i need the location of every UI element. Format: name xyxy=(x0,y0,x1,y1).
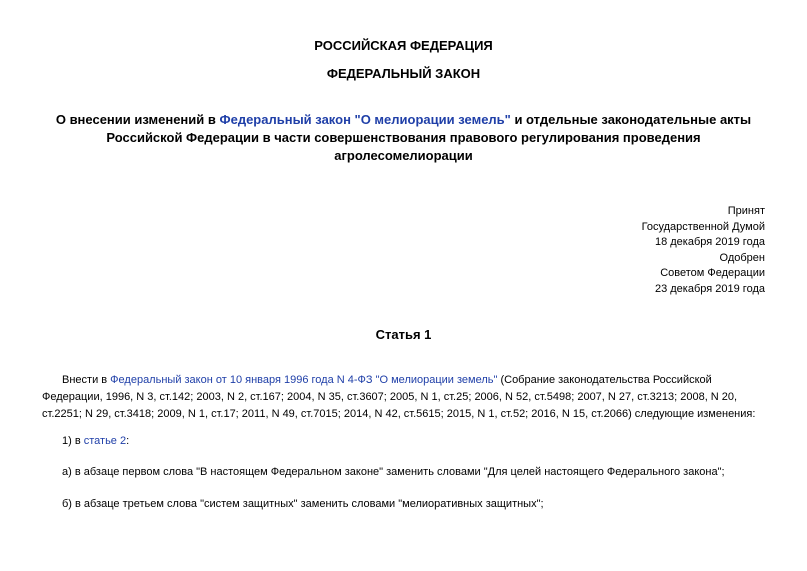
article-intro-paragraph xyxy=(42,372,770,423)
document-type-heading: ФЕДЕРАЛЬНЫЙ ЗАКОН xyxy=(326,66,481,81)
law-title xyxy=(40,111,767,165)
law-title-suffix: и отдельные законодательные акты Российской Федерации в части совершенствования правового регулирования проведения агролесомелиорации xyxy=(106,112,752,163)
law-title-link[interactable]: Федеральный закон "О мелиорации земель" xyxy=(219,112,511,127)
item-1-prefix: 1) в xyxy=(62,435,84,447)
adoption-line: Государственной Думой xyxy=(641,220,765,233)
intro-suffix: (Собрание законодательства Российской Федерации, 1996, N 3, ст.142; 2003, N 2, ст.167; 2004, N 35, ст.3607; 2005, N 1, ст.25; 2006, N 52, ст.5498; 2007, N 27, ст.3213; 2008, N 20, ст.2251; N 29, ст.3418; 2009, N 1, ст.17; 2011, N 49, ст.7015; 2014, N 42, ст.5615; 2015, N 1, ст.52; 2016, N 15, ст.2066) следующие изменения: xyxy=(42,374,756,420)
adoption-line: Принят xyxy=(727,205,765,217)
item-b-paragraph: б) в абзаце третьем слова "систем защитных" заменить словами "мелиоративных защитных"; xyxy=(62,498,544,510)
adoption-line: Советом Федерации xyxy=(660,267,765,280)
adoption-line: 23 декабря 2019 года xyxy=(654,282,765,295)
adoption-line: Одобрен xyxy=(719,251,765,264)
article-heading: Статья 1 xyxy=(375,327,432,342)
item-a-paragraph: а) в абзаце первом слова "В настоящем Федеральном законе" заменить словами "Для целей настоящего Федерального закона"; xyxy=(62,466,725,478)
country-heading: РОССИЙСКАЯ ФЕДЕРАЦИЯ xyxy=(314,38,493,53)
item-1-suffix: : xyxy=(126,435,130,447)
intro-law-link[interactable]: Федеральный закон от 10 января 1996 года N 4-ФЗ "О мелиорации земель" xyxy=(110,374,498,386)
article-2-link[interactable]: статье 2 xyxy=(83,435,127,447)
intro-prefix: Внести в xyxy=(62,374,111,386)
adoption-line: 18 декабря 2019 года xyxy=(654,236,765,249)
adoption-block xyxy=(642,204,765,298)
item-1-paragraph xyxy=(62,433,790,450)
law-title-prefix: О внесении изменений в xyxy=(55,112,220,127)
